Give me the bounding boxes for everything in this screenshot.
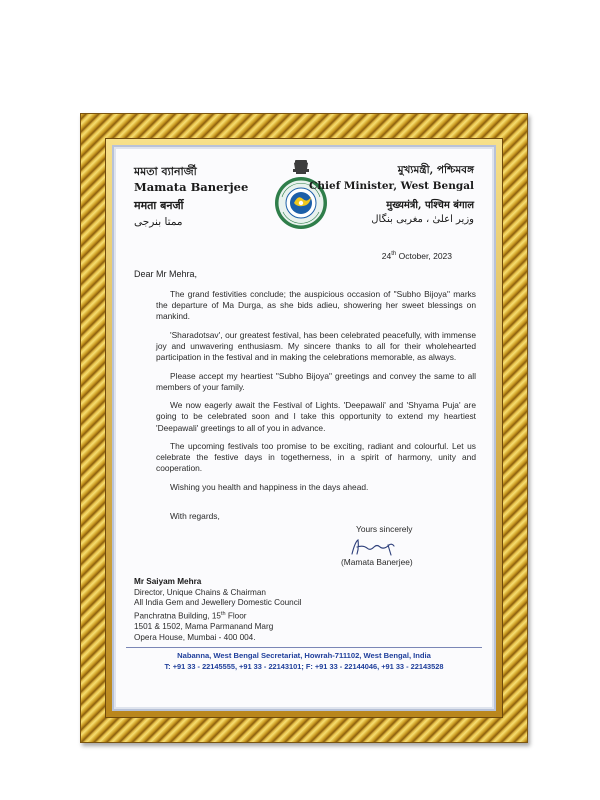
recipient-line-3-pre: Panchratna Building, 15 (134, 611, 221, 621)
salutation: Dear Mr Mehra, (134, 269, 198, 279)
title-bengali: মুখ্যমন্ত্রী, পশ্চিমবঙ্গ (397, 164, 474, 176)
date-month-year: October, 2023 (396, 251, 452, 261)
closing: With regards, (170, 511, 220, 521)
paragraph-wishes: Wishing you health and happiness in the days ahead. (170, 481, 369, 492)
paragraph-deepawali: We now eagerly await the Festival of Lights. 'Deepawali' and 'Shyama Puja' are going to be celebrated soon and I take this opportunity to extend my heartiest 'Deepawali' greetings to all of you in advance. (156, 400, 476, 433)
recipient-line-3-sup: th (220, 610, 226, 617)
name-urdu: ممتا بنرجی (134, 216, 183, 228)
recipient-line-4: 1501 & 1502, Mama Parmanand Marg (134, 622, 274, 632)
title-hindi: मुख्यमंत्री, पश्चिम बंगाल (386, 200, 474, 211)
recipient-line-5: Opera House, Mumbai - 400 004. (134, 632, 256, 642)
signatory-name: (Mamata Banerjee) (341, 557, 413, 567)
letterhead (116, 149, 492, 239)
frame-inner-lip (106, 139, 502, 717)
footer-telephone: T: +91 33 - 22145555, +91 33 - 22143101; F: +91 33 - 22144046, +91 33 - 22143528 (164, 662, 444, 671)
frame-mat (112, 145, 496, 711)
recipient-line-3-post: Floor (225, 611, 247, 621)
footer-address: Nabanna, West Bengal Secretariat, Howrah-711102, West Bengal, India (177, 651, 431, 660)
letter-date (382, 251, 452, 261)
paragraph-upcoming-festivals: The upcoming festivals too promise to be exciting, radiant and colourful. Let us celebrate the festive days in togetherness, in a spirit of harmony, unity and cooperation. (156, 440, 476, 474)
handwritten-signature (348, 537, 408, 559)
title-urdu: وزیر اعلیٰ ، مغربی بنگال (371, 214, 474, 225)
paragraph-subho-bijoya: The grand festivities conclude; the auspicious occasion of "Subho Bijoya" marks the departure of Ma Durga, as she bids adieu, showering her sweet blessings on mankind. (156, 289, 476, 322)
recipient-line-1: Director, Unique Chains & Chairman (134, 587, 266, 597)
paragraph-sharadotsav: 'Sharadotsav', our greatest festival, has been celebrated peacefully, with immense joy and unwavering enthusiasm. My sincere thanks to all for their wholehearted participation in the festival and in making the celebrations memorable, as always. (156, 329, 476, 363)
recipient-name: Mr Saiyam Mehra (134, 577, 202, 586)
recipient-line-3 (134, 609, 301, 622)
biswa-bangla-emblem-icon (266, 157, 336, 233)
name-english: Mamata Banerjee (134, 180, 249, 194)
gold-picture-frame (80, 113, 528, 743)
title-english: Chief Minister, West Bengal (309, 180, 474, 192)
name-bengali: মমতা ব্যানার্জী (134, 165, 197, 178)
date-day: 24 (381, 251, 392, 261)
recipient-line-2: All India Gem and Jewellery Domestic Council (134, 598, 302, 608)
name-hindi: ममता बनर्जी (134, 199, 184, 212)
footer-divider (126, 647, 482, 648)
paragraph-greetings: Please accept my heartiest "Subho Bijoya" greetings and convey the same to all members of your family. (156, 370, 476, 392)
yours-sincerely: Yours sincerely (356, 524, 413, 534)
date-suffix: th (391, 251, 397, 258)
letter-body (156, 289, 476, 500)
recipient-block (134, 577, 301, 643)
letter-paper (116, 149, 492, 707)
